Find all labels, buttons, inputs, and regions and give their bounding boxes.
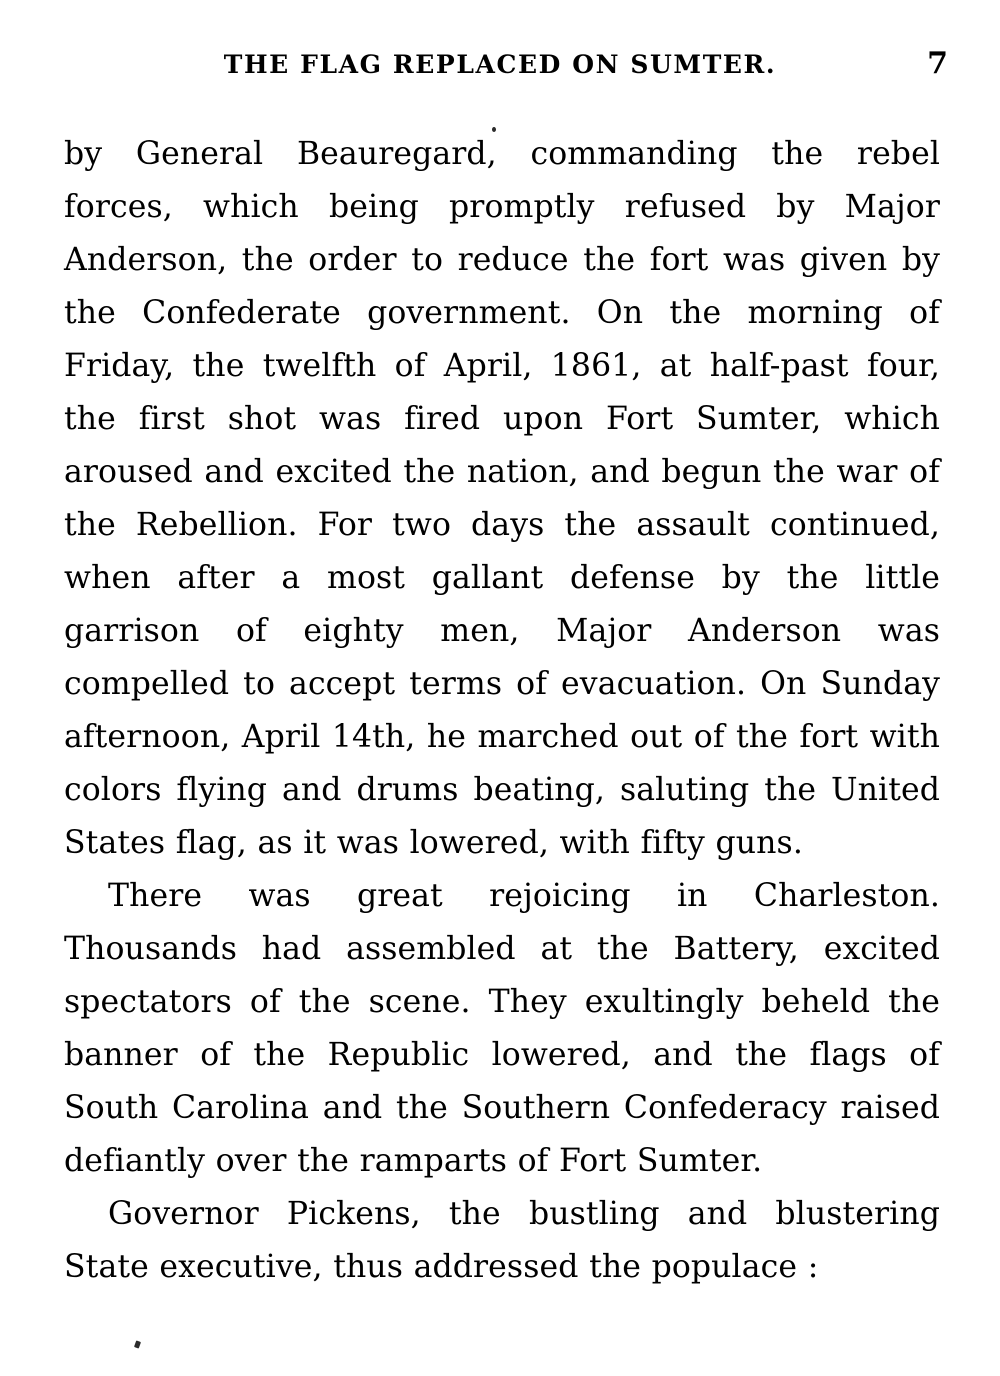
ink-speck bbox=[134, 1340, 141, 1348]
paragraph-3: Governor Pickens, the bustling and blustering State executive, thus addressed the populace : bbox=[64, 1196, 940, 1285]
paragraph-2: There was great rejoicing in Charleston. Thousands had assembled at the Battery, excited spectators of the scene. They exultingly beheld the banner of the Republic lowered, and the flags of South Carolina and the Southern Confederacy raised defiantly over the ramparts of Fort Sumter. bbox=[64, 878, 940, 1179]
paragraph-1: by General Beauregard, commanding the rebel forces, which being promptly refused by Major Anderson, the order to reduce the fort was given by the Confederate government. On the morning of Friday, the twelfth of April, 1861, at half-past four, the first shot was fired upon Fort Sumter, which aroused and excited the nation, and begun the war of the Rebellion. For two days the assault continued, when after a most gallant defense by the little garrison of eighty men, Major Anderson was compelled to accept terms of evacuation. On Sunday afternoon, April 14th, he marched out of the fort with colors flying and drums beating, saluting the United States flag, as it was lowered, with fifty guns. bbox=[64, 136, 940, 861]
page-number: 7 bbox=[927, 46, 948, 81]
running-header-title: THE FLAG REPLACED ON SUMTER. bbox=[223, 50, 777, 79]
running-header bbox=[0, 50, 1000, 79]
body-text bbox=[64, 128, 940, 1294]
ink-speck bbox=[492, 127, 496, 132]
